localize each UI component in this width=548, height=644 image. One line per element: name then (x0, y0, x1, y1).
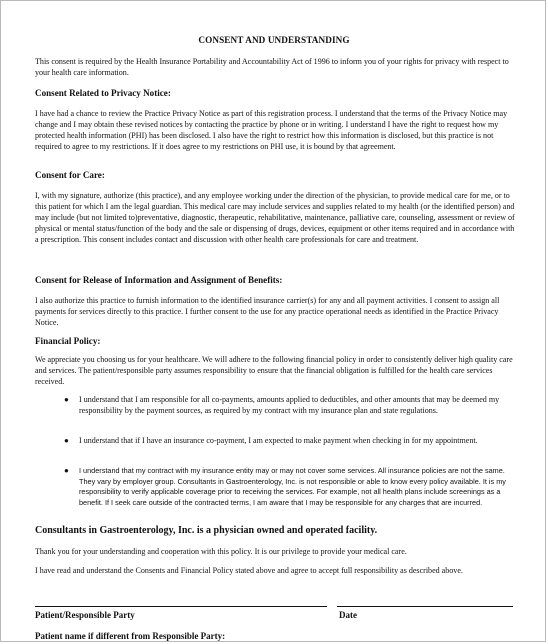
acknowledgement-statement: I have read and understand the Consents and Financial Policy stated above and agree to accept full responsibility as described above. (35, 566, 463, 575)
bullet-icon: ● (64, 466, 69, 475)
bullet-icon: ● (64, 395, 69, 404)
privacy-notice-heading: Consent Related to Privacy Notice: (35, 88, 171, 98)
consent-for-care-heading: Consent for Care: (35, 170, 105, 180)
practice-statement: Consultants in Gastroenterology, Inc. is a physician owned and operated facility. (35, 525, 378, 536)
thank-you-note: Thank you for your understanding and cooperation with this policy. It is our privilege to provide your medical care. (35, 547, 407, 556)
alternate-patient-name-label: Patient name if different from Responsible Party: (35, 631, 226, 641)
party-signature-label: Patient/Responsible Party (35, 610, 135, 620)
financial-policy-heading: Financial Policy: (35, 336, 101, 346)
date-label: Date (339, 610, 357, 620)
bullet-icon: ● (64, 436, 69, 445)
intro-paragraph: This consent is required by the Health Insurance Portability and Accountability Act of 1996 to inform you of your rights for privacy with respect to your health care information. (35, 57, 509, 78)
date-signature-line[interactable] (337, 606, 513, 607)
financial-policy-body: We appreciate you choosing us for your healthcare. We will adhere to the following financial policy in order to consistently deliver high quality care and services. The patient/responsible party assumes responsibility to ensure that the financial obligation is fulfilled for the health care services received. (35, 355, 513, 387)
release-of-information-body: I also authorize this practice to furnish information to the identified insurance carrier(s) for any and all payment activities. I consent to assign all payments for services directly to this practice. I further consent to the use for any practice operational needs as identified in the Practice Privacy Notice. (35, 296, 500, 328)
privacy-notice-body: I have had a chance to review the Practice Privacy Notice as part of this registration process. I understand that the terms of the Privacy Notice may change and I may obtain these revised notices by contacting the practice by phone or in writing. I understand I have the right to request how my protected health information (PHI) has been disclosed. I also have the right to restrict how this information is disclosed, but this practice is not required to agree to my restrictions. If it does agree to my restrictions on PHI use, it is bound by that agreement. (35, 109, 508, 152)
consent-form-page: CONSENT AND UNDERSTANDING This consent is required by the Health Insurance Portability and Accountability Act of 1996 to inform you of your rights for privacy with respect to your health care information. Consent Related to Privacy Notice: I have had a chance to review the Practice Privacy Notice as part of this registration process. I understand that the terms of the Privacy Notice may change and I may obtain these revised notices by contacting the practice by phone or in writing. I understand I have the right to request how my protected health information (PHI) has been disclosed. I also have the right to restrict how this information is disclosed, but this practice is not required to agree to my restrictions. If it does agree to my restrictions on PHI use, it is bound by that agreement. Consent for Care: I, with my signature, authorize (this practice), and any employee working under the direction of the physician, to provide medical care for me, or to this patient for which I am the legal guardian. This medical care may include services and supplies related to my health (or the identified person) and may include (but not limited to)preventative, diagnostic, therapeutic, rehabilitative, maintenance, palliative care, counseling, assessment or review of physical or mental status/function of the body and the sale or dispensing of drugs, devices, equipment or other items required and in accordance with a prescription. This consent includes contact and discussion with other health care professionals for care and treatment. Consent for Release of Information and Assignment of Benefits: I also authorize this practice to furnish information to the identified insurance carrier(s) for any and all payment activities. I consent to assign all payments for services directly to this practice. I further consent to the use for any practice operational needs as identified in the Practice Privacy Notice. Financial Policy: We appreciate you choosing us for your healthcare. We will adhere to the following financial policy in order to consistently deliver high quality care and services. The patient/responsible party assumes responsibility to ensure that the financial obligation is fulfilled for the health care services received. ● I understand that I am responsible for all co-payments, amounts applied to deductibles, and other amounts that may be deemed my responsibility by the payment sources, as required by my contract with my insurance plan and state regulations. ● I understand that if I have an insurance co-payment, I am expected to make payment when checking in for my appointment. ● I understand that my contract with my insurance entity may or may not cover some services. All insurance policies are not the same. They vary by employer group. Consultants in Gastroenterology, Inc. is not responsible or able to know every policy available. It is my responsibility to verify applicable coverage prior to receiving the services. For example, not all health plans include screenings as a benefit. If I seek care outside of the contracted terms, I am aware that I may be responsible for any charges that are incurred. Consultants in Gastroenterology, Inc. is a physician owned and operated facility. Thank you for your understanding and cooperation with this policy. It is our privilege to provide your medical care. I have read and understand the Consents and Financial Policy stated above and agree to accept full responsibility as described above. Patient/Responsible Party Date Patient name if different from Responsible Party: (0, 0, 546, 642)
release-of-information-heading: Consent for Release of Information and Assignment of Benefits: (35, 275, 283, 285)
document-title: CONSENT AND UNDERSTANDING (198, 35, 350, 45)
consent-for-care-body: I, with my signature, authorize (this practice), and any employee working under the direction of the physician, to provide medical care for me, or to this patient for which I am the legal guardian. This medical care may include services and supplies related to my health (or the identified person) and may include (but not limited to)preventative, diagnostic, therapeutic, rehabilitative, maintenance, palliative care, counseling, assessment or review of physical or mental status/function of the body and the sale or dispensing of drugs, devices, equipment or other items required and in accordance with a prescription. This consent includes contact and discussion with other health care professionals for care and treatment. (35, 191, 515, 245)
party-signature-line[interactable] (35, 606, 327, 607)
alternate-patient-name-line[interactable] (259, 641, 513, 642)
